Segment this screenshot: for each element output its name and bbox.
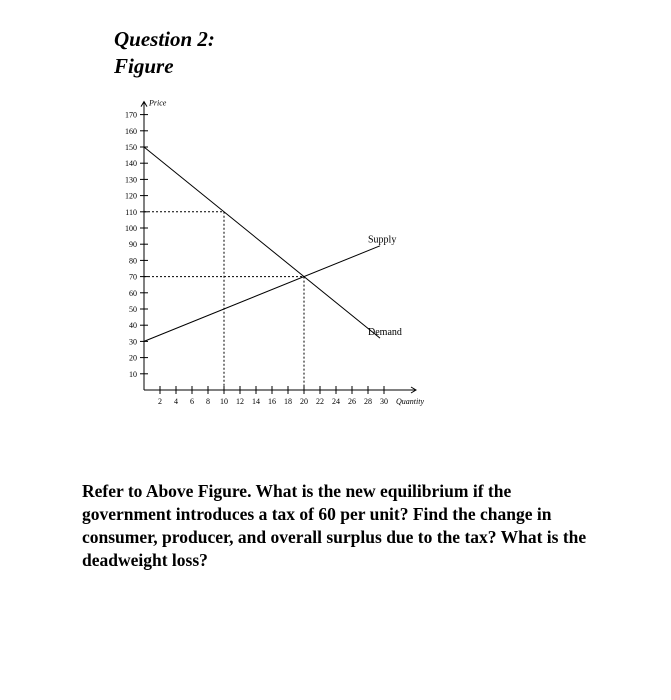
demand-label: Demand [368,326,402,338]
curve-labels [368,235,402,338]
x-tick-label-28: 28 [364,397,372,406]
y-axis-label: Price [149,98,167,108]
x-tick-label-4: 4 [174,397,178,406]
axes [141,99,424,406]
y-tick-label-50: 50 [129,305,137,314]
y-tick-label-60: 60 [129,288,137,298]
y-tick-label-160: 160 [125,126,137,136]
y-tick-label-70: 70 [129,272,137,282]
x-tick-label-18: 18 [284,397,292,406]
x-tick-label-30: 30 [380,397,388,406]
supply-label: Supply [368,234,397,246]
question-text: Refer to Above Figure. What is the new equilibrium if the government introduces a tax of 60 per unit? Find the change in consumer, producer, and overall surplus due to the tax? What is the deadweight loss? [82,481,587,570]
x-tick-label-16: 16 [268,397,276,406]
x-tick-label-2: 2 [158,397,162,406]
x-tick-label-8: 8 [206,397,210,406]
y-tick-label-100: 100 [125,224,137,233]
x-ticks [158,386,388,406]
x-tick-label-20: 20 [300,397,308,406]
question-number: Question 2: [114,27,215,51]
y-tick-label-150: 150 [125,143,137,152]
supply-line [144,246,380,342]
y-tick-label-120: 120 [125,191,137,201]
x-tick-label-6: 6 [190,397,194,406]
y-tick-label-90: 90 [129,240,137,250]
x-axis-label: Quantity [396,397,424,406]
guide-line-1 [144,212,224,390]
dashed-guides [144,212,304,390]
x-tick-label-26: 26 [348,397,356,406]
y-tick-label-80: 80 [129,256,137,266]
x-tick-label-14: 14 [252,397,260,406]
x-tick-label-22: 22 [316,397,324,406]
y-tick-label-40: 40 [129,321,137,331]
y-tick-label-10: 10 [129,369,137,379]
y-tick-label-30: 30 [129,337,137,347]
series-lines [144,147,380,341]
y-tick-label-130: 130 [125,175,137,185]
x-tick-label-24: 24 [332,397,340,406]
y-tick-label-140: 140 [125,159,137,169]
demand-line [144,147,380,338]
y-tick-label-110: 110 [125,207,137,217]
figure-label: Figure [114,54,174,78]
y-tick-label-170: 170 [125,110,137,120]
y-ticks [125,111,148,379]
x-tick-label-12: 12 [236,397,244,406]
x-tick-label-10: 10 [220,397,228,406]
y-tick-label-20: 20 [129,353,137,363]
